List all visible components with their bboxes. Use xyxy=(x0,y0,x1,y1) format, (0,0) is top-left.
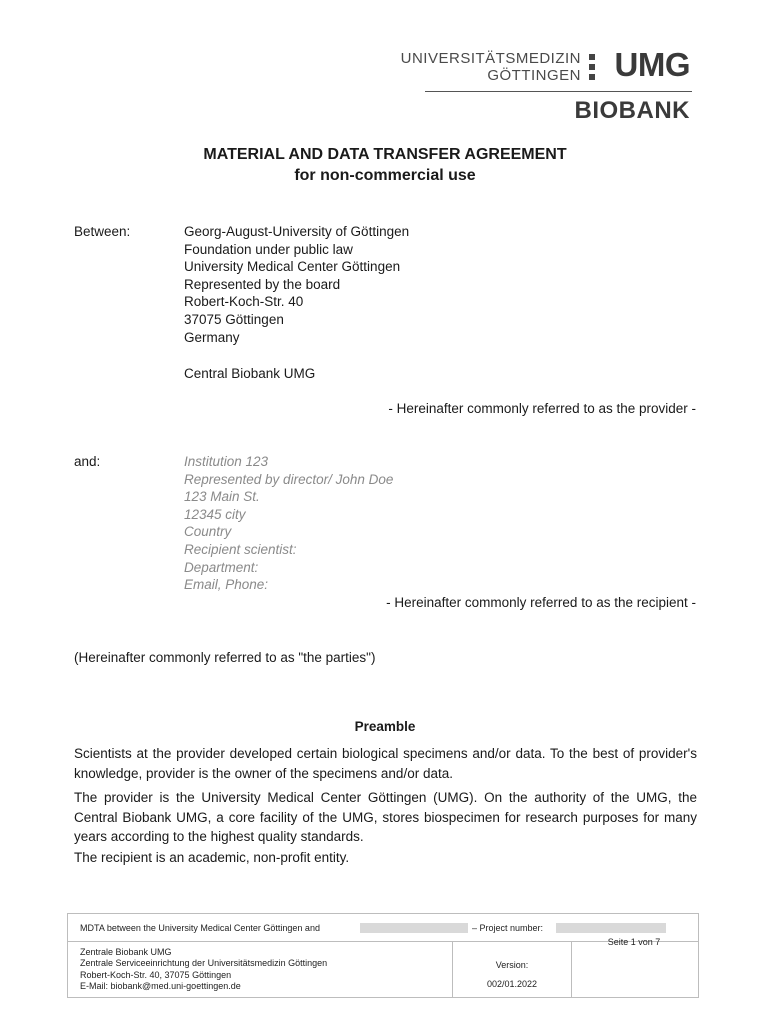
institution-blank-field[interactable] xyxy=(360,923,468,933)
provider-line: 37075 Göttingen xyxy=(184,311,284,327)
recipient-line: Email, Phone: xyxy=(184,577,269,593)
recipient-address xyxy=(184,453,393,594)
between-label: Between: xyxy=(74,224,131,239)
footer-address-line: Zentrale Biobank UMG xyxy=(80,947,172,957)
recipient-line: Represented by director/ John Doe xyxy=(184,471,394,487)
parties-note: (Hereinafter commonly referred to as "the parties") xyxy=(74,650,376,665)
recipient-line: Country xyxy=(184,524,232,540)
provider-note: - Hereinafter commonly referred to as the provider - xyxy=(388,401,696,416)
preamble-heading: Preamble xyxy=(354,719,416,734)
title-line1: MATERIAL AND DATA TRANSFER AGREEMENT xyxy=(203,146,567,163)
version-label: Version: xyxy=(495,960,529,970)
version-value: 002/01.2022 xyxy=(486,979,538,989)
and-label: and: xyxy=(74,454,101,469)
recipient-line: Department: xyxy=(184,559,259,575)
footer-address-line: Zentrale Serviceeinrichtung der Universitätsmedizin Göttingen xyxy=(80,958,328,969)
preamble-paragraph: The recipient is an academic, non-profit entity. xyxy=(74,850,350,865)
recipient-note: - Hereinafter commonly referred to as the recipient - xyxy=(386,595,696,610)
logo-line1: UNIVERSITÄTSMEDIZIN xyxy=(400,50,581,67)
logo-biobank: BIOBANK xyxy=(574,97,690,124)
provider-line: Georg-August-University of Göttingen xyxy=(184,224,410,239)
logo-line2: GÖTTINGEN xyxy=(487,67,581,84)
footer-project-label: – Project number: xyxy=(472,923,544,933)
footer-version-cell xyxy=(452,941,572,997)
provider-address xyxy=(184,223,409,346)
preamble-paragraph: The provider is the University Medical Center Göttingen (UMG). On the authority of the UMG, the Central Biobank UMG, a core facility of the UMG, stores biospecimen for research purposes for many years according to the highest quality standards. xyxy=(74,790,697,844)
provider-line: Foundation under public law xyxy=(184,241,353,257)
provider-line: Germany xyxy=(184,329,240,345)
provider-line: Represented by the board xyxy=(184,276,341,292)
recipient-line: Recipient scientist: xyxy=(184,541,297,557)
provider-line: Robert-Koch-Str. 40 xyxy=(184,294,304,310)
footer-address-line: E-Mail: biobank@med.uni-goettingen.de xyxy=(80,981,241,992)
recipient-line: Institution 123 xyxy=(184,454,269,469)
project-number-blank-field[interactable] xyxy=(556,923,666,933)
logo-university-name xyxy=(401,50,581,84)
logo-bars-icon xyxy=(589,54,596,80)
document-title xyxy=(0,144,770,186)
logo-mark: UMG xyxy=(614,46,690,83)
logo-divider xyxy=(425,91,692,92)
footer-address xyxy=(80,947,327,993)
provider-unit: Central Biobank UMG xyxy=(184,366,316,381)
page-footer xyxy=(67,913,699,998)
footer-address-line: Robert-Koch-Str. 40, 37075 Göttingen xyxy=(80,969,232,980)
footer-mdta-text: MDTA between the University Medical Center Göttingen and xyxy=(80,923,320,933)
recipient-line: 123 Main St. xyxy=(184,489,260,505)
provider-line: University Medical Center Göttingen xyxy=(184,259,401,275)
umg-biobank-logo xyxy=(400,46,695,128)
preamble-paragraph: Scientists at the provider developed certain biological specimens and/or data. To the best of provider's knowledge, provider is the owner of the specimens and/or data. xyxy=(74,746,697,781)
recipient-line: 12345 city xyxy=(184,506,246,522)
title-line2: for non-commercial use xyxy=(294,167,476,184)
page-number: Seite 1 von 7 xyxy=(607,937,661,947)
